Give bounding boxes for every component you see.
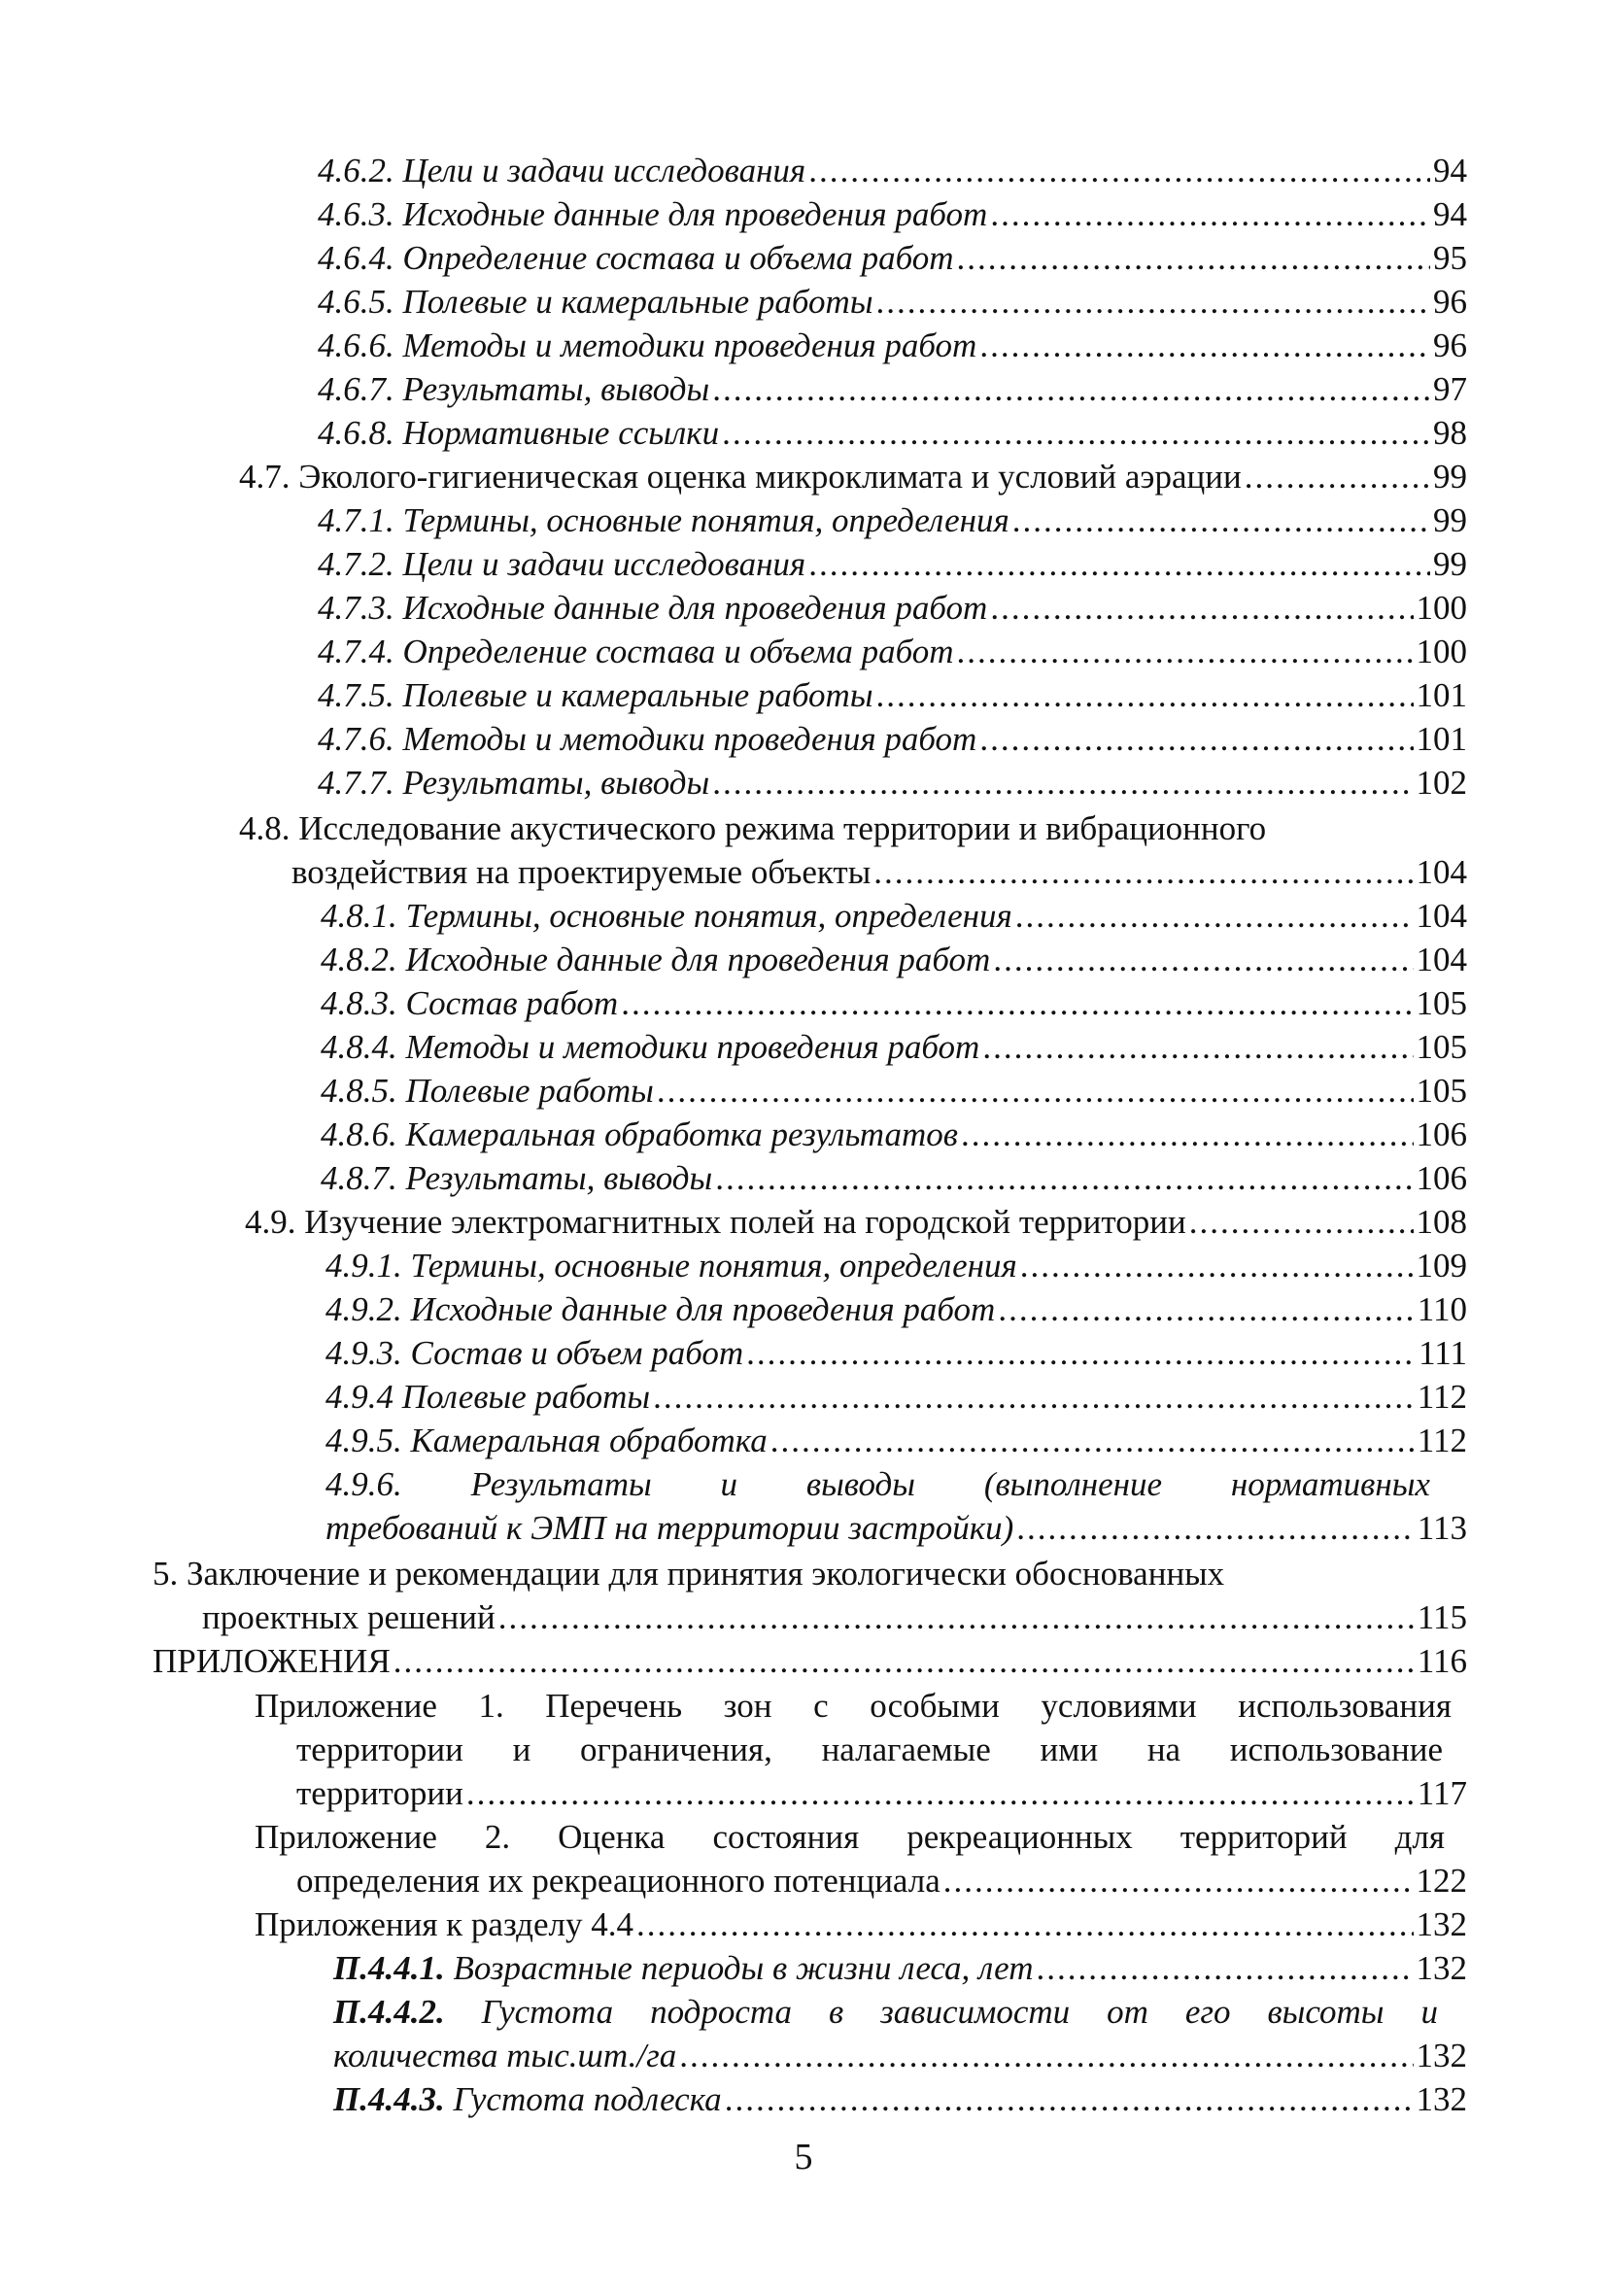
toc-appendix-2 <box>296 1860 1467 1902</box>
word: использования <box>1238 1687 1452 1725</box>
toc-entry-title: 4.8.7. Результаты, выводы <box>321 1159 713 1197</box>
dot-leader <box>466 1772 1415 1815</box>
toc-entry-4-7-7 <box>318 762 1467 805</box>
toc-entry-title: 4.6.6. Методы и методики проведения работ <box>318 326 977 364</box>
word: 4.9.6. <box>325 1465 402 1503</box>
dot-leader <box>746 1332 1416 1375</box>
word: подроста <box>650 1993 793 2031</box>
toc-entry-page: 106 <box>1416 1115 1467 1153</box>
toc-appendix-page: 122 <box>1416 1862 1467 1900</box>
dot-leader <box>979 718 1413 761</box>
toc-entry-4-8-2 <box>321 939 1467 981</box>
word: 2. <box>484 1818 511 1856</box>
toc-entry-4-8-1 <box>321 895 1467 938</box>
dot-leader <box>990 193 1430 236</box>
toc-table-page: 132 <box>1416 2037 1467 2074</box>
toc-entry-title: 4.8.1. Термины, основные понятия, определения <box>321 897 1012 935</box>
toc-entry-title: 4.6.3. Исходные данные для проведения работ <box>318 195 988 233</box>
toc-entry-4-7-4 <box>318 631 1467 673</box>
toc-table-p-4-4-2 <box>333 2035 1467 2077</box>
dot-leader <box>957 631 1414 673</box>
toc-appendix-1-line2 <box>296 1729 1443 1771</box>
word: ограничения, <box>580 1731 772 1768</box>
toc-entry-4-7-5 <box>318 674 1467 717</box>
dot-leader <box>393 1640 1415 1683</box>
dot-leader <box>961 1114 1414 1156</box>
toc-entry-title: 4.6.4. Определение состава и объема работ <box>318 239 954 277</box>
word: для <box>1394 1818 1445 1856</box>
word: территорий <box>1180 1818 1348 1856</box>
word: высоты <box>1267 1993 1385 2031</box>
table-caption: Возрастные периоды в жизни леса, лет <box>444 1949 1034 1987</box>
toc-entry-4-6-8 <box>318 412 1467 455</box>
toc-entry-title: 4.7.4. Определение состава и объема работ <box>318 633 954 670</box>
toc-entry-4-7-6 <box>318 718 1467 761</box>
table-code: П.4.4.1. <box>333 1949 445 1987</box>
toc-entry-title: 4.6.2. Цели и задачи исследования <box>318 152 806 189</box>
toc-entry-4-8-7 <box>321 1157 1467 1200</box>
dot-leader <box>636 1903 1414 1946</box>
toc-section-title: воздействия на проектируемые объекты <box>291 853 872 891</box>
toc-entry-page: 106 <box>1416 1159 1467 1197</box>
toc-appendices <box>153 1640 1467 1683</box>
toc-appendix-4-4 <box>255 1903 1467 1946</box>
dot-leader <box>993 939 1413 981</box>
table-code: П.4.4.2. <box>333 1993 445 2031</box>
word: 1. <box>478 1687 504 1725</box>
toc-entry-page: 112 <box>1417 1422 1467 1459</box>
dot-leader <box>722 412 1430 455</box>
toc-entry-4-9-6-line1 <box>325 1463 1430 1506</box>
toc-section-page: 99 <box>1433 458 1467 496</box>
word: особыми <box>870 1687 1000 1725</box>
toc-appendix-title: территории <box>296 1774 463 1812</box>
toc-entry-4-6-4 <box>318 237 1467 280</box>
word: и <box>1420 1993 1438 2031</box>
toc-section-4-9 <box>245 1201 1467 1244</box>
table-code: П.4.4.3. <box>333 2080 445 2118</box>
toc-entry-title: 4.8.5. Полевые работы <box>321 1072 654 1110</box>
dot-leader <box>712 368 1430 411</box>
toc-appendix-1-line1 <box>255 1685 1452 1728</box>
toc-entry-title: 4.8.6. Камеральная обработка результатов <box>321 1115 958 1153</box>
toc-appendix-2-line1 <box>255 1816 1445 1859</box>
word: условиями <box>1041 1687 1197 1725</box>
toc-entry-page: 110 <box>1417 1290 1467 1328</box>
toc-entry-page: 102 <box>1416 764 1467 802</box>
toc-entry-page: 99 <box>1433 501 1467 539</box>
dot-leader <box>621 982 1413 1025</box>
dot-leader <box>679 2035 1413 2077</box>
dot-leader <box>715 1157 1413 1200</box>
toc-entry-page: 96 <box>1433 283 1467 321</box>
dot-leader <box>1189 1201 1414 1244</box>
toc-entry-title: 4.9.2. Исходные данные для проведения работ <box>325 1290 996 1328</box>
dot-leader <box>957 237 1430 280</box>
toc-entry-title: 4.7.1. Термины, основные понятия, определения <box>318 501 1009 539</box>
toc-entry-page: 105 <box>1416 1028 1467 1066</box>
toc-entry-page: 94 <box>1433 152 1467 189</box>
dot-leader <box>770 1420 1415 1462</box>
word: состояния <box>712 1818 860 1856</box>
toc-table-p-4-4-1 <box>333 1947 1467 1990</box>
dot-leader <box>1037 1947 1414 1990</box>
dot-leader <box>982 1026 1413 1069</box>
word: и <box>512 1731 531 1768</box>
toc-entry-page: 109 <box>1416 1247 1467 1285</box>
word: от <box>1107 1993 1148 2031</box>
toc-section-page: 108 <box>1416 1203 1467 1241</box>
toc-entry-title: 4.6.7. Результаты, выводы <box>318 370 710 408</box>
dot-leader <box>653 1376 1415 1419</box>
table-caption: Густота подлеска <box>444 2080 722 2118</box>
toc-entry-4-7-3 <box>318 587 1467 630</box>
word: Результаты <box>470 1465 652 1503</box>
toc-entry-4-6-3 <box>318 193 1467 236</box>
toc-entry-4-8-5 <box>321 1070 1467 1113</box>
dot-leader <box>1245 456 1430 498</box>
word: Перечень <box>545 1687 683 1725</box>
toc-entry-title: 4.7.6. Методы и методики проведения работ <box>318 720 977 758</box>
toc-appendices-title: ПРИЛОЖЕНИЯ <box>153 1642 391 1680</box>
toc-entry-title: 4.7.7. Результаты, выводы <box>318 764 710 802</box>
word: Приложение <box>255 1818 437 1856</box>
toc-table-title: количества тыс.шт./га <box>333 2037 677 2074</box>
dot-leader <box>808 543 1430 586</box>
toc-entry-title: 4.9.3. Состав и объем работ <box>325 1334 744 1372</box>
toc-entry-page: 98 <box>1433 414 1467 452</box>
word: Оценка <box>558 1818 666 1856</box>
toc-entry-4-8-3 <box>321 982 1467 1025</box>
toc-entry-4-8-4 <box>321 1026 1467 1069</box>
dot-leader <box>725 2078 1414 2121</box>
toc-entry-page: 104 <box>1416 941 1467 978</box>
dot-leader <box>657 1070 1414 1113</box>
toc-appendix-page: 117 <box>1417 1774 1467 1812</box>
page-number: 5 <box>794 2137 813 2177</box>
toc-entry-title: 4.8.4. Методы и методики проведения работ <box>321 1028 980 1066</box>
toc-appendix-title: определения их рекреационного потенциала <box>296 1862 940 1900</box>
toc-entry-page: 111 <box>1419 1334 1467 1372</box>
toc-entry-4-9-2 <box>325 1288 1467 1331</box>
toc-entry-page: 112 <box>1417 1378 1467 1416</box>
word: ими <box>1040 1731 1099 1768</box>
dot-leader <box>1015 895 1414 938</box>
toc-section-title: 4.9. Изучение электромагнитных полей на городской территории <box>245 1203 1186 1241</box>
toc-entry-page: 101 <box>1416 720 1467 758</box>
dot-leader <box>1020 1245 1414 1287</box>
toc-entry-title: 4.7.3. Исходные данные для проведения работ <box>318 589 988 627</box>
toc-entry-page: 105 <box>1416 1072 1467 1110</box>
toc-entry-4-9-1 <box>325 1245 1467 1287</box>
toc-appendix-1 <box>296 1772 1467 1815</box>
word: использование <box>1229 1731 1443 1768</box>
word: и <box>720 1465 738 1503</box>
toc-appendix-page: 132 <box>1416 1905 1467 1943</box>
toc-entry-title: 4.6.5. Полевые и камеральные работы <box>318 283 873 321</box>
toc-entry-4-9-6 <box>325 1507 1467 1550</box>
toc-section-4-7 <box>239 456 1467 498</box>
toc-table-title <box>333 2078 722 2121</box>
toc-table-p-4-4-3 <box>333 2078 1467 2121</box>
toc-section-4-8 <box>291 851 1467 894</box>
word: зависимости <box>880 1993 1071 2031</box>
toc-entry-page: 94 <box>1433 195 1467 233</box>
toc-entry-4-6-6 <box>318 325 1467 367</box>
toc-section-title: 4.7. Эколого-гигиеническая оценка микроклимата и условий аэрации <box>239 458 1242 496</box>
toc-entry-page: 95 <box>1433 239 1467 277</box>
dot-leader <box>943 1860 1414 1902</box>
toc-section-4-8-line1: 4.8. Исследование акустического режима территории и вибрационного <box>239 809 1267 847</box>
toc-entry-title: 4.7.2. Цели и задачи исследования <box>318 545 806 583</box>
word: территории <box>296 1731 463 1768</box>
word: Приложение <box>255 1687 437 1725</box>
word: Густота <box>481 1993 614 2031</box>
toc-appendix-title: Приложения к разделу 4.4 <box>255 1905 633 1943</box>
toc-entry-page: 100 <box>1416 589 1467 627</box>
toc-entry-title: 4.9.5. Камеральная обработка <box>325 1422 768 1459</box>
dot-leader <box>979 325 1430 367</box>
toc-entry-4-9-5 <box>325 1420 1467 1462</box>
toc-entry-4-6-5 <box>318 281 1467 324</box>
toc-entry-page: 96 <box>1433 326 1467 364</box>
word: его <box>1184 1993 1231 2031</box>
dot-leader <box>1016 1507 1415 1550</box>
word: налагаемые <box>821 1731 991 1768</box>
word: выводы <box>805 1465 915 1503</box>
toc-entry-title: 4.8.2. Исходные данные для проведения работ <box>321 941 991 978</box>
toc-entry-page: 99 <box>1433 545 1467 583</box>
word: нормативных <box>1230 1465 1430 1503</box>
toc-entry-page: 100 <box>1416 633 1467 670</box>
toc-entry-page: 97 <box>1433 370 1467 408</box>
toc-entry-page: 105 <box>1416 984 1467 1022</box>
toc-appendices-page: 116 <box>1417 1642 1467 1680</box>
dot-leader <box>808 150 1430 192</box>
toc-section-5-line1: 5. Заключение и рекомендации для принятия экологически обоснованных <box>153 1555 1225 1593</box>
dot-leader <box>712 762 1413 805</box>
dot-leader <box>1012 499 1430 542</box>
toc-entry-title: 4.9.4 Полевые работы <box>325 1378 651 1416</box>
toc-entry-page: 101 <box>1416 676 1467 714</box>
word: зон <box>723 1687 772 1725</box>
toc-section-page: 115 <box>1417 1598 1467 1636</box>
toc-entry-4-7-1 <box>318 499 1467 542</box>
toc-entry-title: 4.8.3. Состав работ <box>321 984 619 1022</box>
toc-entry-4-6-7 <box>318 368 1467 411</box>
dot-leader <box>990 587 1413 630</box>
toc-entry-title: 4.6.8. Нормативные ссылки <box>318 414 720 452</box>
dot-leader <box>498 1596 1415 1639</box>
toc-entry-title: требований к ЭМП на территории застройки) <box>325 1509 1014 1547</box>
toc-entry-page: 113 <box>1417 1509 1467 1547</box>
toc-table-page: 132 <box>1416 2080 1467 2118</box>
toc-section-5 <box>202 1596 1467 1639</box>
toc-table-p-4-4-2-line1 <box>333 1991 1438 2034</box>
toc-table-title <box>333 1947 1034 1990</box>
word: с <box>813 1687 829 1725</box>
word: рекреационных <box>906 1818 1133 1856</box>
toc-entry-title: 4.9.1. Термины, основные понятия, определения <box>325 1247 1017 1285</box>
toc-entry-4-9-3 <box>325 1332 1467 1375</box>
toc-entry-4-7-2 <box>318 543 1467 586</box>
dot-leader <box>876 674 1414 717</box>
toc-entry-title: 4.7.5. Полевые и камеральные работы <box>318 676 873 714</box>
word: на <box>1146 1731 1181 1768</box>
toc-section-page: 104 <box>1416 853 1467 891</box>
dot-leader <box>998 1288 1414 1331</box>
toc-table-page: 132 <box>1416 1949 1467 1987</box>
toc-entry-4-8-6 <box>321 1114 1467 1156</box>
toc-entry-page: 104 <box>1416 897 1467 935</box>
dot-leader <box>873 851 1413 894</box>
toc-entry-4-6-2 <box>318 150 1467 192</box>
word: (выполнение <box>983 1465 1163 1503</box>
toc-section-title: проектных решений <box>202 1598 496 1636</box>
word: в <box>829 1993 844 2031</box>
toc-entry-4-9-4 <box>325 1376 1467 1419</box>
dot-leader <box>876 281 1430 324</box>
